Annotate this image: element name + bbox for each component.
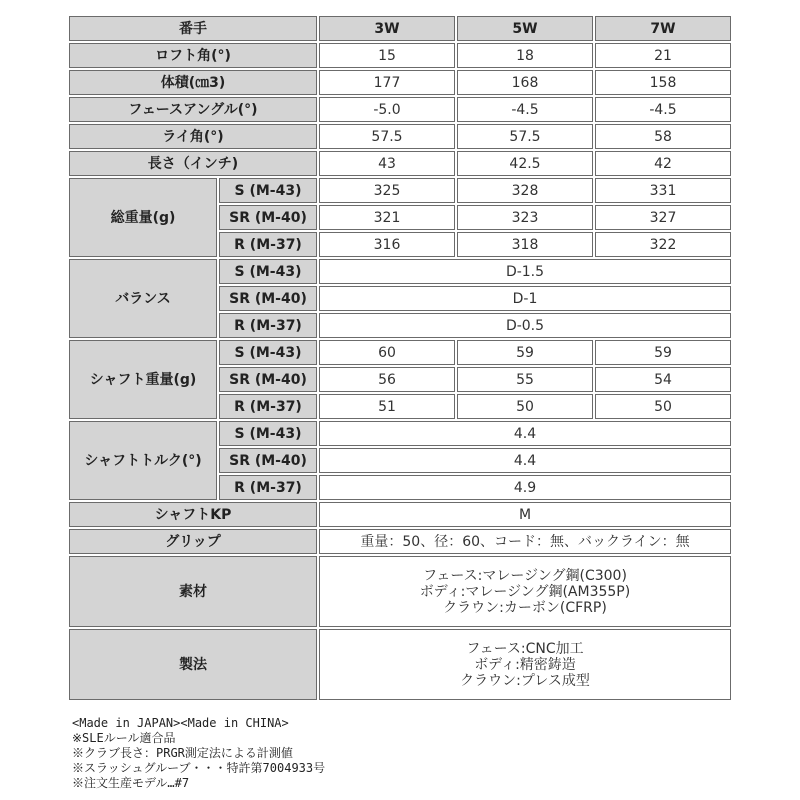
table-row-loft — [69, 43, 731, 68]
footnote: ※スラッシュグルーブ・・・特許第7004933号 — [72, 761, 326, 775]
cell-value: 168 — [457, 70, 593, 95]
flex-label: SR (M-40) — [219, 286, 317, 311]
cell-value: 59 — [457, 340, 593, 365]
cell-value: 重量：50、径：60、コード：無、バックライン：無 — [319, 529, 731, 554]
cell-value: 59 — [595, 340, 731, 365]
row-label-shaft-weight: シャフト重量(g) — [69, 340, 217, 419]
cell-value: D-0.5 — [319, 313, 731, 338]
material-line: クラウン:カーボン(CFRP) — [443, 599, 607, 616]
method-line: クラウン:プレス成型 — [460, 672, 590, 689]
flex-label: R (M-37) — [219, 313, 317, 338]
row-label-total-weight: 総重量(g) — [69, 178, 217, 257]
material-line: フェース:マレージング鋼(C300) — [423, 567, 627, 584]
row-label-material: 素材 — [69, 556, 317, 627]
cell-value-multiline — [319, 629, 731, 700]
cell-value: 177 — [319, 70, 455, 95]
cell-value: 327 — [595, 205, 731, 230]
cell-value: 55 — [457, 367, 593, 392]
cell-value: 321 — [319, 205, 455, 230]
row-label-loft: ロフト角(°) — [69, 43, 317, 68]
header-row — [69, 16, 731, 41]
cell-value: 60 — [319, 340, 455, 365]
row-label-face-angle: フェースアングル(°) — [69, 97, 317, 122]
flex-label: S (M-43) — [219, 421, 317, 446]
spec-table — [67, 14, 733, 702]
row-label-grip: グリップ — [69, 529, 317, 554]
header-col-5w: 5W — [457, 16, 593, 41]
header-col-3w: 3W — [319, 16, 455, 41]
flex-label: S (M-43) — [219, 259, 317, 284]
flex-label: S (M-43) — [219, 178, 317, 203]
cell-value: 42 — [595, 151, 731, 176]
cell-value: 158 — [595, 70, 731, 95]
footnote: <Made in JAPAN><Made in CHINA> — [72, 716, 289, 730]
row-label-length: 長さ（インチ) — [69, 151, 317, 176]
cell-value-multiline — [319, 556, 731, 627]
cell-value: 51 — [319, 394, 455, 419]
table-row-shaft-weight — [69, 340, 731, 365]
cell-value: 58 — [595, 124, 731, 149]
cell-value: 18 — [457, 43, 593, 68]
cell-value: 4.4 — [319, 448, 731, 473]
cell-value: 325 — [319, 178, 455, 203]
cell-value: 54 — [595, 367, 731, 392]
cell-value: 4.4 — [319, 421, 731, 446]
flex-label: SR (M-40) — [219, 448, 317, 473]
flex-label: R (M-37) — [219, 475, 317, 500]
table-row-volume — [69, 70, 731, 95]
cell-value: 318 — [457, 232, 593, 257]
cell-value: 50 — [595, 394, 731, 419]
cell-value: M — [319, 502, 731, 527]
flex-label: SR (M-40) — [219, 205, 317, 230]
table-row-length — [69, 151, 731, 176]
cell-value: 15 — [319, 43, 455, 68]
cell-value: 316 — [319, 232, 455, 257]
footnote: ※クラブ長さ：PRGR測定法による計測値 — [72, 746, 293, 760]
table-row-weight — [69, 178, 731, 203]
material-line: ボディ:マレージング鋼(AM355P) — [419, 583, 631, 600]
table-row-grip — [69, 529, 731, 554]
table-row-face-angle — [69, 97, 731, 122]
table-row-lie-angle — [69, 124, 731, 149]
row-label-shaft-kp: シャフトKP — [69, 502, 317, 527]
cell-value: 50 — [457, 394, 593, 419]
footnote: ※SLEルール適合品 — [72, 731, 176, 745]
method-line: ボディ:精密鋳造 — [474, 656, 576, 673]
table-row-shaft-kp — [69, 502, 731, 527]
header-col-7w: 7W — [595, 16, 731, 41]
flex-label: R (M-37) — [219, 394, 317, 419]
cell-value: 331 — [595, 178, 731, 203]
cell-value: 43 — [319, 151, 455, 176]
cell-value: -4.5 — [595, 97, 731, 122]
cell-value: D-1.5 — [319, 259, 731, 284]
row-label-volume: 体積(㎝3) — [69, 70, 317, 95]
cell-value: 21 — [595, 43, 731, 68]
cell-value: 57.5 — [457, 124, 593, 149]
cell-value: -4.5 — [457, 97, 593, 122]
table-row-material — [69, 556, 731, 627]
cell-value: -5.0 — [319, 97, 455, 122]
footnote: ※注文生産モデル…#7 — [72, 776, 190, 790]
flex-label: SR (M-40) — [219, 367, 317, 392]
cell-value: 57.5 — [319, 124, 455, 149]
table-row-shaft-torque — [69, 421, 731, 446]
cell-value: 4.9 — [319, 475, 731, 500]
header-label: 番手 — [69, 16, 317, 41]
table-row-method — [69, 629, 731, 700]
row-label-shaft-torque: シャフトトルク(°) — [69, 421, 217, 500]
row-label-balance: バランス — [69, 259, 217, 338]
footnotes — [72, 716, 325, 791]
cell-value: 328 — [457, 178, 593, 203]
row-label-lie-angle: ライ角(°) — [69, 124, 317, 149]
flex-label: S (M-43) — [219, 340, 317, 365]
cell-value: 56 — [319, 367, 455, 392]
cell-value: 42.5 — [457, 151, 593, 176]
cell-value: 323 — [457, 205, 593, 230]
table-row-balance — [69, 259, 731, 284]
method-line: フェース:CNC加工 — [466, 640, 584, 657]
cell-value: 322 — [595, 232, 731, 257]
row-label-method: 製法 — [69, 629, 317, 700]
flex-label: R (M-37) — [219, 232, 317, 257]
cell-value: D-1 — [319, 286, 731, 311]
